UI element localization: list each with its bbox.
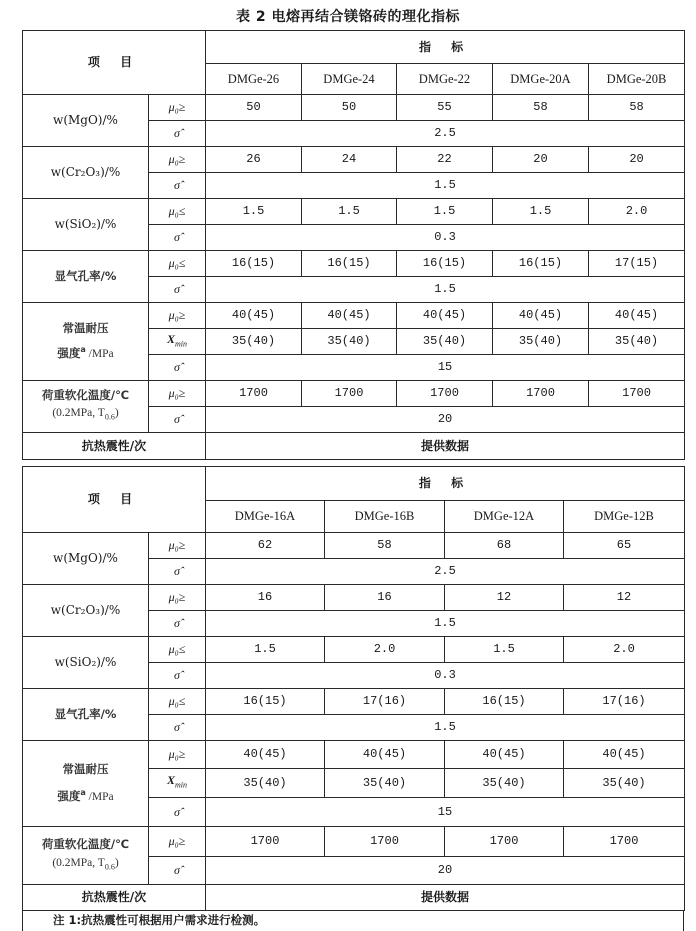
table-cell: 17(15) [589,251,685,277]
strength-label-line1: 常温耐压 [62,321,109,336]
sigma-symbol: σ̂ [149,225,206,251]
sigma-symbol: σ̂ [149,798,206,827]
table-cell: 40(45) [206,303,302,329]
table-cell: 20 [589,147,685,173]
table-cell: 17(16) [564,689,685,715]
table-cell: 35(40) [397,329,493,355]
provide-data-cell: 提供数据 [206,433,685,460]
refract-label-line2: (0.2MPa, $T_{0.6}$) [52,407,119,422]
table-cell: 35(40) [206,769,325,798]
grade-header: DMGe-20A [493,64,589,95]
sigma-cell: 1.5 [206,611,685,637]
table-cell: 16(15) [397,251,493,277]
table-cell: 1.5 [302,199,397,225]
property-sio2: w(SiO₂)/% [23,637,149,689]
grade-header: DMGe-12B [564,501,685,533]
table-cell: 16(15) [206,689,325,715]
strength-label-line2: 强度$^a$ /MPa [57,345,114,360]
table-cell: 35(40) [302,329,397,355]
table-cell: 58 [589,95,685,121]
property-crushing-strength [23,303,149,381]
sigma-symbol: σ̂ [149,559,206,585]
sigma-symbol: σ̂ [149,407,206,433]
item-header: 项 目 [23,31,206,95]
item-header: 项 目 [23,467,206,533]
sigma-cell: 20 [206,857,685,885]
property-crushing-strength [23,741,149,827]
table-cell: 50 [206,95,302,121]
property-sio2: w(SiO₂)/% [23,199,149,251]
mu-ge-symbol: μ₀≥ [149,147,206,173]
grade-header: DMGe-20B [589,64,685,95]
property-refractoriness-under-load [23,381,149,433]
sigma-cell: 15 [206,355,685,381]
table-cell: 68 [445,533,564,559]
table-cell: 12 [564,585,685,611]
property-porosity: 显气孔率/% [23,251,149,303]
table-cell: 16(15) [206,251,302,277]
sigma-symbol: σ̂ [149,611,206,637]
property-mgo: w(MgO)/% [23,95,149,147]
property-porosity: 显气孔率/% [23,689,149,741]
sigma-symbol: σ̂ [149,663,206,689]
table-cell: 1700 [445,827,564,857]
mu-le-symbol: μ₀≤ [149,251,206,277]
table-cell: 16(15) [445,689,564,715]
table-cell: 26 [206,147,302,173]
sigma-symbol: σ̂ [149,715,206,741]
sigma-symbol: σ̂ [149,355,206,381]
mu-ge-symbol: μ₀≥ [149,381,206,407]
sigma-symbol: σ̂ [149,857,206,885]
table-cell: 40(45) [493,303,589,329]
table-footnote: 注 1:抗热震性可根据用户需求进行检测。 [22,910,684,931]
provide-data-cell: 提供数据 [206,885,685,911]
table-cell: 1700 [493,381,589,407]
table-cell: 1.5 [206,637,325,663]
table-cell: 40(45) [397,303,493,329]
strength-label-line2: 强度$^a$ /MPa [57,788,114,803]
table-cell: 16 [325,585,445,611]
table-cell: 1.5 [397,199,493,225]
table-cell: 62 [206,533,325,559]
table-cell: 1700 [564,827,685,857]
mu-ge-symbol: μ₀≥ [149,585,206,611]
table-cell: 65 [564,533,685,559]
table-cell: 22 [397,147,493,173]
sigma-symbol: σ̂ [149,277,206,303]
properties-table-2 [22,466,685,911]
table-cell: 1.5 [206,199,302,225]
xmin-symbol: $X_{min}$ [149,329,206,355]
grade-header: DMGe-26 [206,64,302,95]
mu-ge-symbol: μ₀≥ [149,303,206,329]
table-cell: 16(15) [493,251,589,277]
table-cell: 40(45) [564,741,685,769]
table-cell: 58 [325,533,445,559]
property-mgo: w(MgO)/% [23,533,149,585]
table-cell: 16(15) [302,251,397,277]
property-cr2o3: w(Cr₂O₃)/% [23,585,149,637]
table-cell: 1700 [206,827,325,857]
table-cell: 35(40) [564,769,685,798]
table-cell: 1700 [325,827,445,857]
grade-header: DMGe-16A [206,501,325,533]
mu-ge-symbol: μ₀≥ [149,827,206,857]
table-cell: 20 [493,147,589,173]
table-cell: 40(45) [325,741,445,769]
table-cell: 2.0 [589,199,685,225]
property-thermal-shock: 抗热震性/次 [23,885,206,911]
mu-le-symbol: μ₀≤ [149,637,206,663]
grade-header: DMGe-16B [325,501,445,533]
table-cell: 40(45) [302,303,397,329]
table-cell: 17(16) [325,689,445,715]
table-cell: 58 [493,95,589,121]
refract-label-line1: 荷重软化温度/℃ [41,388,130,403]
table-cell: 2.0 [564,637,685,663]
grade-header: DMGe-12A [445,501,564,533]
grade-header: DMGe-22 [397,64,493,95]
table-cell: 1700 [589,381,685,407]
sigma-cell: 1.5 [206,277,685,303]
sigma-cell: 1.5 [206,173,685,199]
table-cell: 35(40) [325,769,445,798]
table-cell: 40(45) [445,741,564,769]
mu-ge-symbol: μ₀≥ [149,741,206,769]
grade-header: DMGe-24 [302,64,397,95]
sigma-cell: 1.5 [206,715,685,741]
sigma-cell: 0.3 [206,663,685,689]
refract-label-line2: (0.2MPa, $T_{0.6}$) [52,856,119,872]
table-title: 表 2 电熔再结合镁铬砖的理化指标 [236,9,460,25]
properties-table-1 [22,30,685,460]
table-cell: 16 [206,585,325,611]
mu-ge-symbol: μ₀≥ [149,95,206,121]
index-header: 指 标 [206,467,685,501]
table-cell: 35(40) [493,329,589,355]
strength-label-line1: 常温耐压 [62,762,109,777]
table-cell: 40(45) [206,741,325,769]
table-cell: 35(40) [445,769,564,798]
sigma-symbol: σ̂ [149,173,206,199]
xmin-symbol: $X_{min}$ [149,769,206,798]
table-cell: 1700 [206,381,302,407]
table-cell: 50 [302,95,397,121]
table-cell: 2.0 [325,637,445,663]
table-cell: 35(40) [589,329,685,355]
mu-ge-symbol: μ₀≥ [149,533,206,559]
table-cell: 40(45) [589,303,685,329]
table-cell: 55 [397,95,493,121]
index-header: 指 标 [206,31,685,64]
property-cr2o3: w(Cr₂O₃)/% [23,147,149,199]
sigma-cell: 20 [206,407,685,433]
table-cell: 1700 [397,381,493,407]
sigma-symbol: σ̂ [149,121,206,147]
sigma-cell: 0.3 [206,225,685,251]
refract-label-line1: 荷重软化温度/℃ [41,836,130,851]
property-thermal-shock: 抗热震性/次 [23,433,206,460]
sigma-cell: 2.5 [206,559,685,585]
table-cell: 12 [445,585,564,611]
mu-le-symbol: μ₀≤ [149,199,206,225]
mu-le-symbol: μ₀≤ [149,689,206,715]
property-refractoriness-under-load [23,827,149,885]
table-cell: 1.5 [493,199,589,225]
table-cell: 35(40) [206,329,302,355]
table-cell: 24 [302,147,397,173]
sigma-cell: 2.5 [206,121,685,147]
table-cell: 1.5 [445,637,564,663]
sigma-cell: 15 [206,798,685,827]
table-cell: 1700 [302,381,397,407]
